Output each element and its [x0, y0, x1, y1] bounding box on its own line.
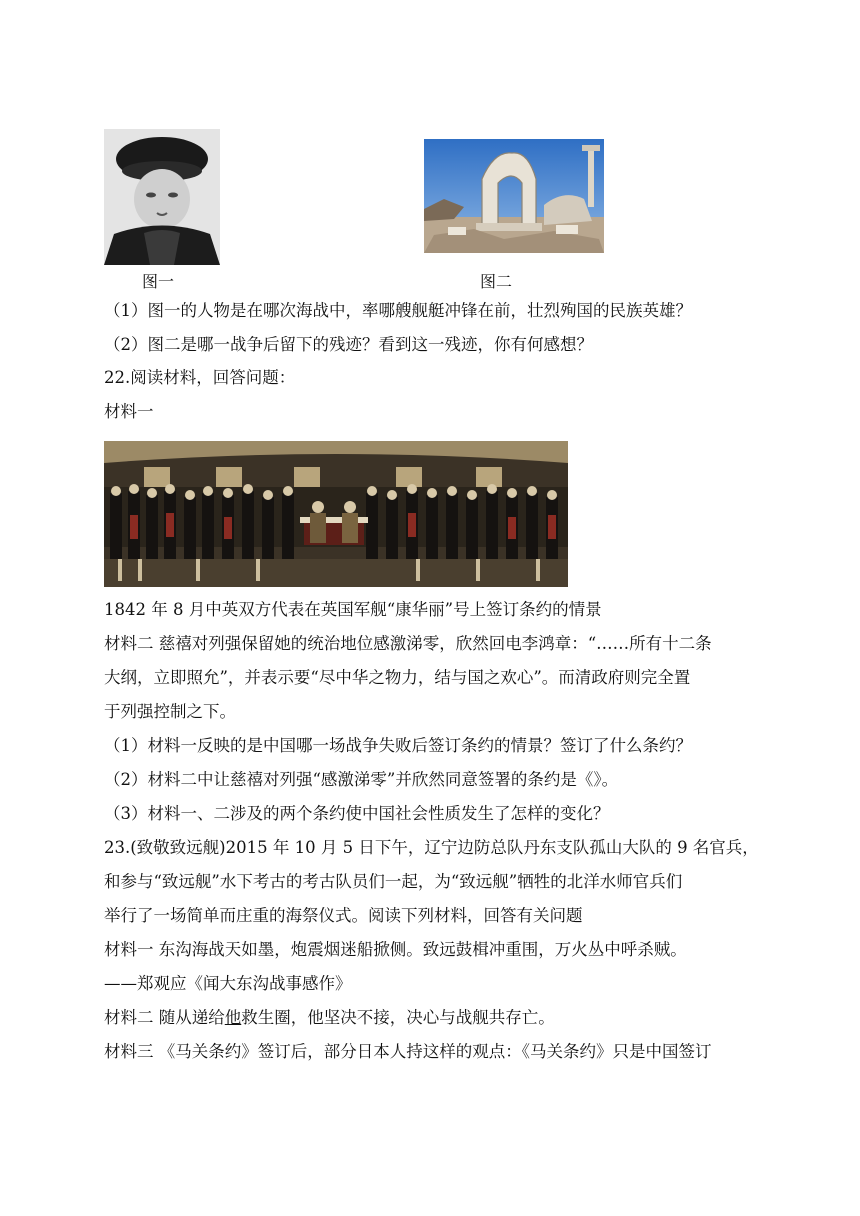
- figure-2-caption: 图二: [480, 272, 513, 291]
- treaty-signing-painting: [104, 441, 568, 587]
- q22-sub-question-1: （1）材料一反映的是中国哪一场战争失败后签订条约的情景？签订了什么条约？: [104, 736, 692, 755]
- figure-1-caption: 图一: [142, 272, 175, 291]
- q23-material-2-underlined-word: 他: [224, 1008, 242, 1027]
- q23-material-3: 材料三 《马关条约》签订后，部分日本人持这样的观点：《马关条约》只是中国签订: [104, 1042, 712, 1061]
- q23-material-2-prefix: 材料二 随从递给: [104, 1008, 225, 1027]
- ruins-photo: [424, 139, 604, 253]
- q23-material-1: 材料一 东沟海战天如墨，炮震烟迷船掀侧。致远鼓楫冲重围，万火丛中呼杀贼。: [104, 940, 687, 959]
- q21-sub-question-1: （1）图一的人物是在哪次海战中，率哪艘舰艇冲锋在前，壮烈殉国的民族英雄？: [104, 301, 692, 320]
- q22-sub-question-2: （2）材料二中让慈禧对列强“感激涕零”并欣然同意签署的条约是《》。: [104, 770, 619, 789]
- q23-intro-line-2: 和参与“致远舰”水下考古的考古队员们一起，为“致远舰”牺牲的北洋水师官兵们: [104, 872, 683, 891]
- q22-material-1-label: 材料一: [104, 402, 154, 421]
- q23-material-1-source: ——郑观应《闻大东沟战事感作》: [104, 974, 352, 993]
- q21-sub-question-2: （2）图二是哪一战争后留下的残迹？看到这一残迹，你有何感想？: [104, 335, 593, 354]
- ruins-photo-graphic: [424, 139, 604, 253]
- q22-material-2-line-2: 大纲，立即照允”，并表示要“尽中华之物力，结与国之欢心”。而清政府则完全置: [104, 668, 691, 687]
- q23-intro-line-1: 23.(致敬致远舰)2015 年 10 月 5 日下午，辽宁边防总队丹东支队孤山大队的 9 名官兵，: [104, 838, 759, 857]
- q22-header: 22.阅读材料，回答问题：: [104, 368, 296, 387]
- q23-material-2: [104, 1008, 555, 1028]
- q22-material-2-line-3: 于列强控制之下。: [104, 702, 236, 721]
- q22-material-1-caption: 1842 年 8 月中英双方代表在英国军舰“康华丽”号上签订条约的情景: [104, 600, 602, 619]
- q22-sub-question-3: （3）材料一、二涉及的两个条约使中国社会性质发生了怎样的变化？: [104, 804, 610, 823]
- q23-material-2-suffix: 救生圈，他坚决不接，决心与战舰共存亡。: [241, 1008, 555, 1027]
- treaty-signing-painting-graphic: [104, 441, 568, 587]
- portrait-photo-graphic: [104, 129, 220, 265]
- portrait-photo: [104, 129, 220, 265]
- q22-material-2-line-1: 材料二 慈禧对列强保留她的统治地位感激涕零，欣然回电李鸿章：“……所有十二条: [104, 634, 712, 653]
- q23-intro-line-3: 举行了一场简单而庄重的海祭仪式。阅读下列材料，回答有关问题: [104, 906, 583, 925]
